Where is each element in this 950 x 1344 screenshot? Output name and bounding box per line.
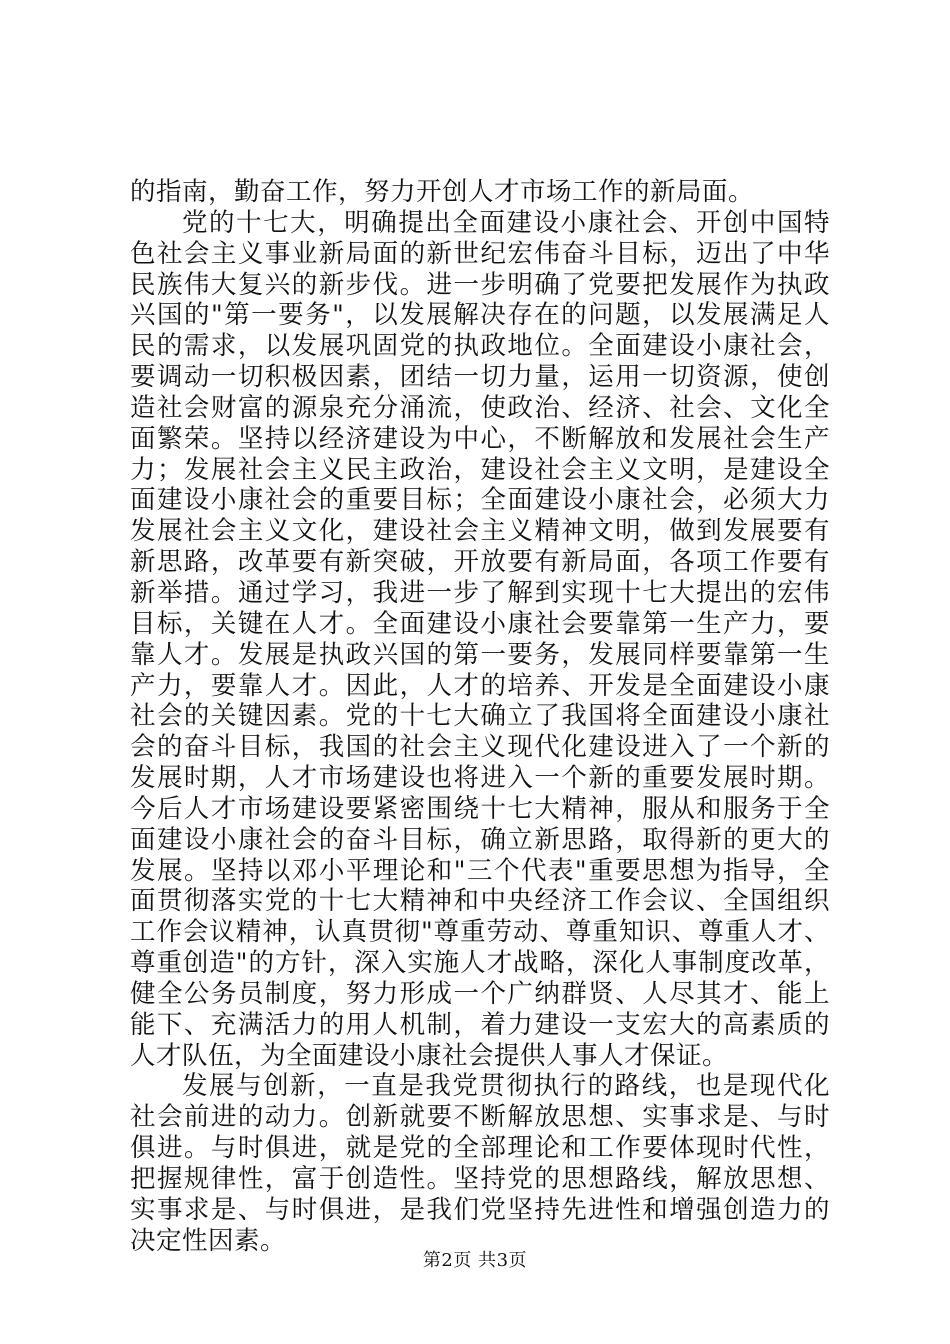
page-footer: 第2页 共3页 [422,1250,528,1271]
paragraph-continuation: 的指南，勤奋工作，努力开创人才市场工作的新局面。 [130,177,755,207]
document-body [130,177,830,1257]
paragraph-seventeenth-congress: 党的十七大，明确提出全面建设小康社会、开创中国特色社会主义事业新局面的新世纪宏伟奋斗目标，迈出了中华民族伟大复兴的新步伐。进一步明确了党要把发展作为执政兴国的"第一要务"，以发展解决存在的问题，以发展满足人民的需求，以发展巩固党的执政地位。全面建设小康社会，要调动一切积极因素，团结一切力量，运用一切资源，使创造社会财富的源泉充分涌流，使政治、经济、社会、文化全面繁荣。坚持以经济建设为中心，不断解放和发展社会生产力；发展社会主义民主政治，建设社会主义文明，是建设全面建设小康社会的重要目标；全面建设小康社会，必须大力发展社会主义文化，建设社会主义精神文明，做到发展要有新思路，改革要有新突破，开放要有新局面，各项工作要有新举措。通过学习，我进一步了解到实现十七大提出的宏伟目标，关键在人才。全面建设小康社会要靠第一生产力，要靠人才。发展是执政兴国的第一要务，发展同样要靠第一生产力，要靠人才。因此，人才的培养、开发是全面建设小康社会的关键因素。党的十七大确立了我国将全面建设小康社会的奋斗目标，我国的社会主义现代化建设进入了一个新的发展时期，人才市场建设也将进入一个新的重要发展时期。今后人才市场建设要紧密围绕十七大精神，服从和服务于全面建设小康社会的奋斗目标，确立新思路，取得新的更大的发展。坚持以邓小平理论和"三个代表"重要思想为指导，全面贯彻落实党的十七大精神和中央经济工作会议、全国组织工作会议精神，认真贯彻"尊重劳动、尊重知识、尊重人才、尊重创造"的方针，深入实施人才战略，深化人事制度改革，健全公务员制度，努力形成一个广纳群贤、人尽其才、能上能下、充满活力的用人机制，着力建设一支宏大的高素质的人才队伍，为全面建设小康社会提供人事人才保证。 [130,207,830,1071]
paragraph-development-innovation: 发展与创新，一直是我党贯彻执行的路线，也是现代化社会前进的动力。创新就要不断解放思想、实事求是、与时俱进。与时俱进，就是党的全部理论和工作要体现时代性，把握规律性，富于创造性。坚持党的思想路线，解放思想、实事求是、与时俱进，是我们党坚持先进性和增强创造力的决定性因素。 [130,1071,830,1256]
